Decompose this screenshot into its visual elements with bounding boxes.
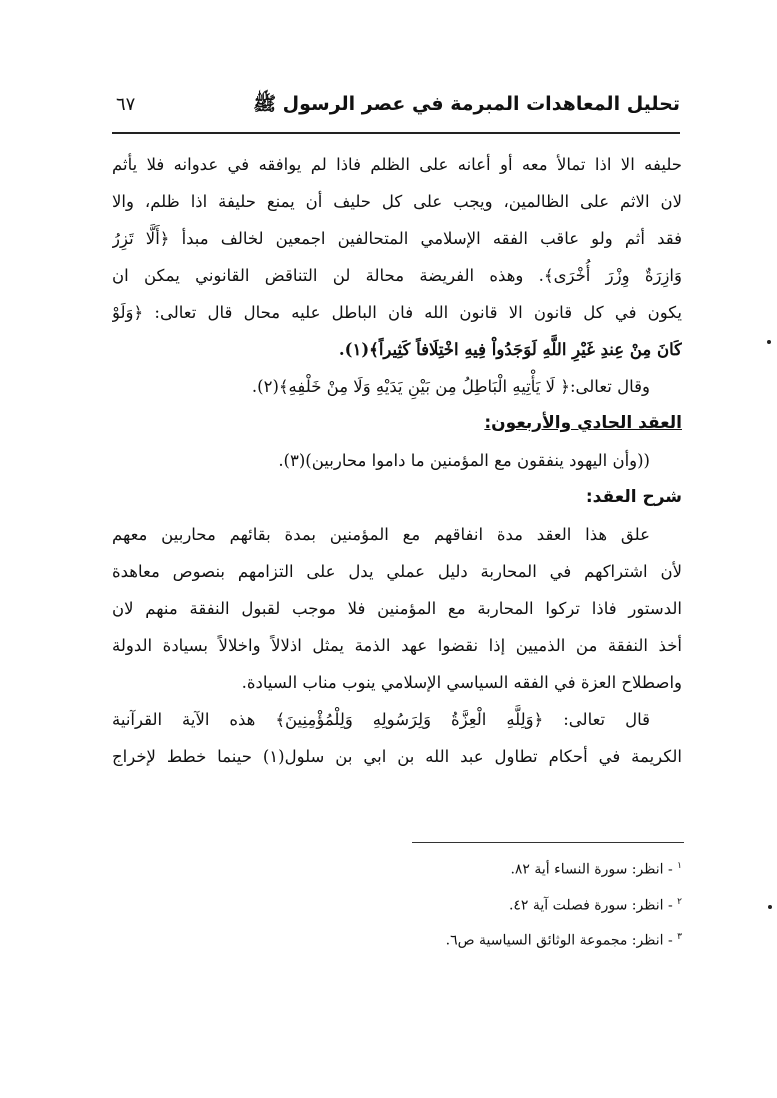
footnote-marker: ١: [677, 861, 682, 871]
page-number: ٦٧: [116, 94, 136, 115]
text-line: حليفه الا اذا تمالأ معه أو أعانه على الظلم فاذا لم يوافقه في عدوانه فلا يأثم: [112, 155, 682, 174]
footnote-divider: [412, 842, 684, 843]
footnote-text: - انظر: سورة النساء أية ٨٢.: [510, 861, 673, 878]
text-line: علق هذا العقد مدة انفاقهم مع المؤمنين بمدة بقائهم محاربين معهم: [112, 525, 650, 544]
text-line: أخذ النفقة من الذميين إذا نقضوا عهد الذمة يمثل اذلالاً واخلالاً بسيادة الدولة: [112, 636, 682, 655]
text-line: الكريمة في أحكام تطاول عبد الله بن ابي بن سلول(١) حينما خطط لإخراج: [112, 747, 682, 766]
text-line: لان الاثم على الظالمين، ويجب على كل حليف أن يمنع حليفة اذا ظلم، والا: [112, 192, 682, 211]
text-line: فقد أثم ولو عاقب الفقه الإسلامي المتحالفين اجمعين لخالف مبدأ ﴿أَلَّا تَزِرُ: [112, 229, 682, 248]
text-line: وَازِرَةٌ وِزْرَ أُخْرَى﴾. وهذه الفريضة محالة لن التناقض القانوني يمكن ان: [112, 266, 682, 285]
text-line: الدستور فاذا تركوا المحاربة مع المؤمنين فلا موجب لقبول النفقة منهم لان: [112, 599, 682, 618]
scan-speck: [767, 340, 771, 344]
explanation-heading: شرح العقد:: [585, 487, 682, 507]
quran-verse-line: وقال تعالى:﴿ لَا يَأْتِيهِ الْبَاطِلُ مِن بَيْنِ يَدَيْهِ وَلَا مِنْ خَلْفِهِ﴾(٢).: [251, 377, 650, 396]
clause-heading: العقد الحادي والأربعون:: [484, 413, 682, 433]
footnote-text: - انظر: مجموعة الوثائق السياسية ص٦.: [445, 932, 673, 949]
footnote-marker: ٣: [677, 932, 682, 943]
body-text: [112, 146, 682, 775]
footnotes: [446, 850, 682, 957]
text-line: قال تعالى: ﴿وَلِلَّهِ الْعِزَّةُ وَلِرَسُولِهِ وَلِلْمُؤْمِنِينَ﴾ هذه الآية القرآنية: [112, 710, 650, 729]
footnote-marker: ٢: [677, 896, 682, 907]
running-title: تحليل المعاهدات المبرمة في عصر الرسول ﷺ: [253, 93, 680, 115]
text-line: يكون في كل قانون الا قانون الله فان الباطل عليه محال قال تعالى: ﴿وَلَوْ: [112, 303, 682, 322]
text-line: واصطلاح العزة في الفقه السياسي الإسلامي ينوب مناب السيادة.: [241, 673, 682, 692]
text-line: لأن اشتراكهم في المحاربة دليل عملي يدل على التزامهم بنصوص معاهدة: [112, 562, 682, 581]
footnote: [446, 886, 682, 922]
clause-text: ((وأن اليهود ينفقون مع المؤمنين ما داموا محاربين)(٣).: [278, 451, 650, 470]
quran-verse-line: كَانَ مِنْ عِندِ غَيْرِ اللَّهِ لَوَجَدُواْ فِيهِ اخْتِلَافاً كَثِيراً﴾(١).: [338, 340, 682, 359]
scan-speck: [768, 905, 772, 909]
footnote: [446, 850, 682, 886]
running-header: [112, 92, 680, 134]
footnote: [446, 921, 682, 957]
footnote-text: - انظر: سورة فصلت آية ٤٢.: [508, 897, 673, 914]
